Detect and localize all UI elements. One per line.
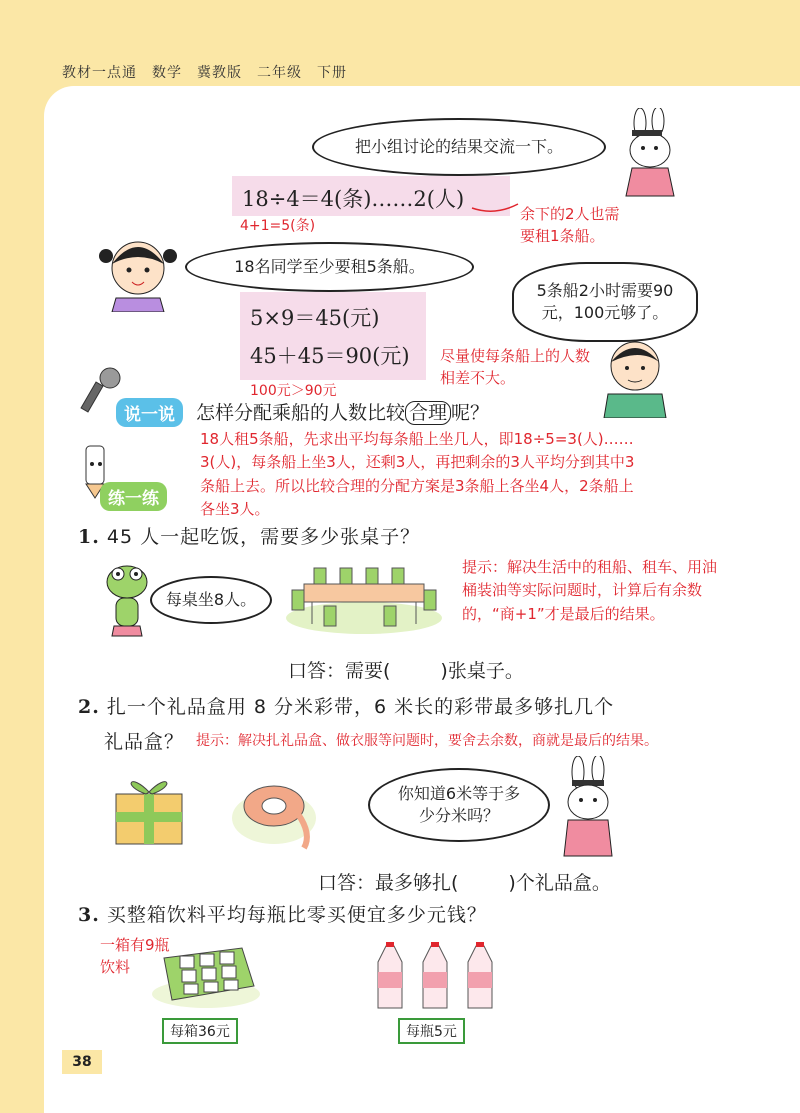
boy-speech-bubble bbox=[512, 262, 698, 342]
section-label-shuo: 说一说 bbox=[116, 398, 183, 427]
rabbit-teacher-illustration bbox=[610, 108, 690, 198]
question-number: 1. bbox=[78, 526, 100, 548]
question-2-hint: 提示：解决扎礼品盒、做衣服等问题时，要舍去余数，商就是最后的结果。 bbox=[196, 733, 658, 749]
question-number: 3. bbox=[78, 904, 100, 926]
girl-speech-bubble bbox=[185, 242, 474, 292]
question-1 bbox=[78, 522, 420, 549]
question-text: 买整箱饮料平均每瓶比零买便宜多少元钱？ bbox=[106, 904, 487, 926]
shuo-answer: 18人租5条船，先求出平均每条船上坐几人，即18÷5=3(人)……3(人)，每条船上坐3人，还剩3人，再把剩余的3人平均分到其中3条船上去。所以比较合理的分配方案是3条船上各坐4人，2条船上各坐3人。 bbox=[200, 430, 635, 518]
equation-2a: 5×9＝45(元) bbox=[250, 306, 380, 330]
question-2-line-2: 礼品盒？ bbox=[104, 731, 185, 753]
bubble-text: 18名同学至少要租5条船。 bbox=[234, 256, 425, 276]
frog-speech-bubble bbox=[150, 576, 272, 624]
rabbit-speech-bubble bbox=[368, 768, 550, 842]
remainder-note: 余下的2人也需要租1条船。 bbox=[520, 205, 620, 245]
bubble-text: 每桌坐8人。 bbox=[165, 589, 257, 609]
question-1-hint: 提示：解决生活中的租船、租车、用油桶装油等实际问题时，计算后有余数的，“商+1”才是最后的结果。 bbox=[462, 558, 718, 623]
answer-suffix: )个礼品盒。 bbox=[508, 872, 611, 894]
bottle-price-label: 每瓶5元 bbox=[398, 1018, 465, 1044]
boy-illustration bbox=[600, 334, 670, 418]
question-2 bbox=[78, 692, 614, 719]
bottles-illustration bbox=[368, 942, 508, 1014]
speech-bubble-top bbox=[312, 118, 606, 176]
page-number: 38 bbox=[62, 1050, 102, 1074]
shuo-question bbox=[196, 398, 489, 425]
bubble-text: 把小组讨论的结果交流一下。 bbox=[354, 136, 563, 156]
answer-prefix: 口答：最多够扎( bbox=[318, 872, 459, 894]
question-2-answer bbox=[318, 868, 611, 895]
girl-illustration bbox=[98, 228, 178, 312]
question-1-answer bbox=[288, 656, 524, 683]
boy-note: 尽量使每条船上的人数相差不大。 bbox=[440, 347, 591, 387]
arrow-line bbox=[470, 196, 520, 216]
shuo-question-post: 呢？ bbox=[451, 402, 490, 424]
question-3 bbox=[78, 900, 487, 927]
section-label-lian: 练一练 bbox=[100, 482, 167, 511]
question-text-line-1: 扎一个礼品盒用 8 分米彩带，6 米长的彩带最多够扎几个 bbox=[106, 696, 615, 718]
bubble-text: 你知道6米等于多少分米吗？ bbox=[397, 783, 521, 825]
equation-2-note: 100元＞90元 bbox=[250, 383, 337, 399]
gift-box-illustration bbox=[108, 768, 190, 850]
ribbon-roll-illustration bbox=[228, 770, 322, 850]
answer-suffix: )张桌子。 bbox=[440, 660, 524, 682]
page-header: 教材一点通 数学 冀教版 二年级 下册 bbox=[62, 65, 347, 81]
box-price-label: 每箱36元 bbox=[162, 1018, 238, 1044]
drink-case-illustration bbox=[150, 938, 262, 1010]
question-text: 45 人一起吃饭，需要多少张桌子？ bbox=[106, 526, 421, 548]
bubble-text: 5条船2小时需要90元，100元够了。 bbox=[536, 280, 674, 322]
equation-2b: 45＋45＝90(元) bbox=[250, 344, 410, 368]
question-number: 2. bbox=[78, 696, 100, 718]
dining-table-illustration bbox=[284, 560, 446, 636]
box-note: 一箱有9瓶饮料 bbox=[100, 936, 170, 976]
shuo-question-boxed: 合理 bbox=[405, 401, 451, 425]
shuo-question-pre: 怎样分配乘船的人数比较 bbox=[196, 402, 406, 424]
rabbit-illustration bbox=[548, 756, 628, 860]
frog-illustration bbox=[102, 560, 152, 640]
equation-1-note: 4+1=5(条) bbox=[240, 218, 316, 234]
equation-1: 18÷4＝4(条)……2(人) bbox=[242, 187, 465, 211]
answer-prefix: 口答：需要( bbox=[288, 660, 391, 682]
